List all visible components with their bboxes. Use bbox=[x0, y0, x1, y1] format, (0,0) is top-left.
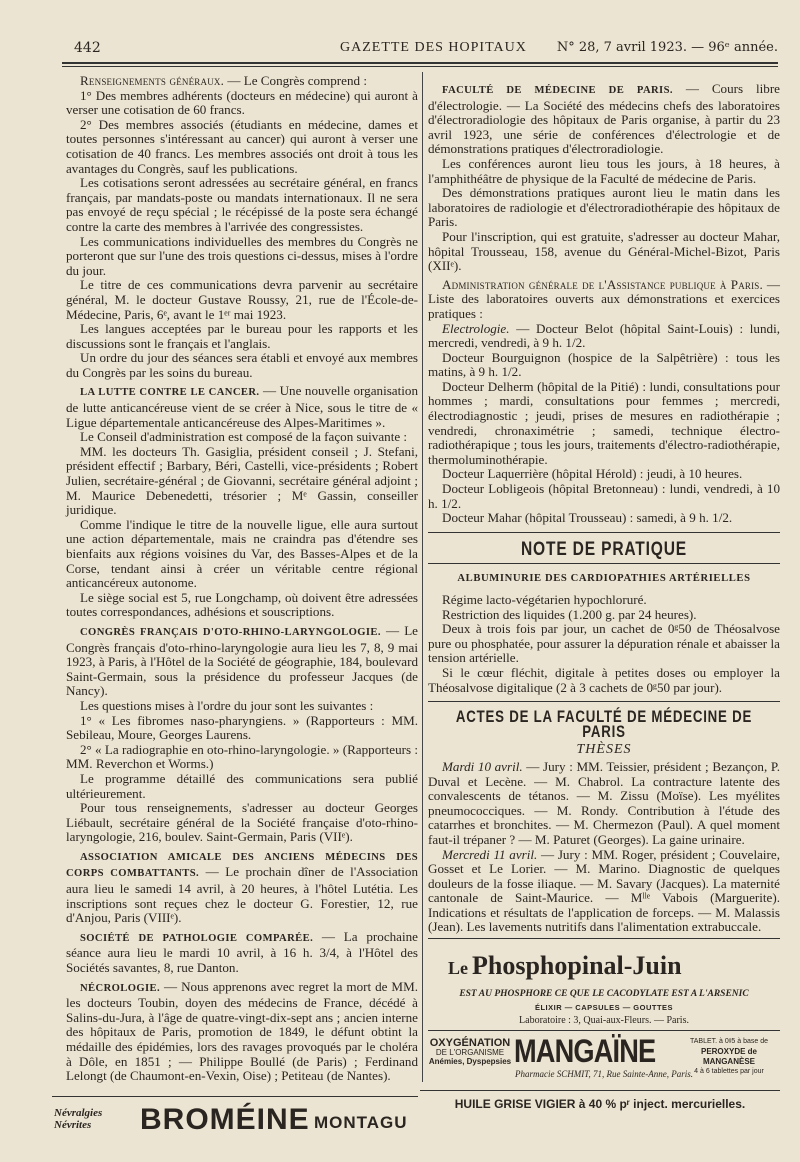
paragraph: Le Conseil d'administration est composé de la façon suivante : bbox=[80, 429, 408, 445]
section-heading: Renseignements généraux. bbox=[80, 73, 225, 88]
ad-line: PEROXYDE de MANGANÈSE bbox=[700, 1047, 757, 1066]
section-heading: NÉCROLOGIE. bbox=[80, 982, 161, 994]
note-subtitle: ALBUMINURIE DES CARDIOPATHIES ARTÉRIELLES bbox=[457, 573, 751, 585]
ad-pharmacy: Pharmacie SCHMIT, 71, Rue Sainte-Anne, Paris. bbox=[514, 1069, 694, 1079]
subsection-label: Electrologie. bbox=[442, 320, 510, 336]
paragraph: Les langues acceptées par le bureau pour les rapports et les discussions sont le français et l'anglais. bbox=[66, 321, 418, 351]
ad-left-line: Névralgies bbox=[54, 1107, 103, 1119]
ad-line: DE L'ORGANISME bbox=[435, 1048, 505, 1057]
ad-brand: BROMÉINE bbox=[140, 1103, 310, 1136]
section-heading: CONGRÈS FRANÇAIS D'OTO-RHINO-LARYNGOLOGIE. bbox=[80, 626, 381, 638]
paragraph: 1° « Les fibromes naso-pharyngiens. » (Rapporteurs : MM. Sebileau, Moure, Georges Laurens. bbox=[66, 712, 418, 743]
section-heading: LA LUTTE CONTRE LE CANCER. bbox=[80, 387, 260, 399]
paragraph: Docteur Mahar (hôpital Trousseau) : samedi, à 9 h. 1/2. bbox=[442, 510, 733, 526]
right-column: FACULTÉ DE MÉDECINE DE PARIS. — Cours libre d'électrologie. — La Société des médecins chefs des laboratoires d'électroradiologie des hôpitaux de Paris organise, à partir du 23 avril 1923, une série de conférences d'électrologie et de démonstrations pratiques d'électroradiologie. Les conférences auront lieu tous les jours, à 18 heures, à l'amphithéâtre de physique de la Faculté de médecine de Paris. Des démonstrations pratiques auront lieu le matin dans les laboratoires de radiologie et d'électroradiothérapie des hôpitaux de Paris. Pour l'inscription, qui est gratuite, s'adresser au docteur Mahar, hôpital Trousseau, 158, avenue du Général-Michel-Bizot, Paris (XIIᵉ). Administration générale de l'Assistance publique à Paris. — Liste des laboratoires ouverts aux démonstrations et exercices pratiques : Electrologie. — Docteur Belot (hôpital Saint-Louis) : lundi, mercredi, vendredi, à 9 h. 1/2. Docteur Bourguignon (hospice de la Salpêtrière) : tous les matins, à 9 h. 1/2. Docteur Delherm (hôpital de la Pitié) : lundi, consultations pour hommes ; mardi, consultations pour femmes ; mercredi, électrodiagnostic ; jeudi, prises de mesures en radiothérapie ; vendredi, chronaximétrie ; samedi, technique électro-radiothérapique ; tous les jours, traitements d'électro-radiothérapie, thermoluminothérapie. Docteur Laquerrière (hôpital Hérold) : jeudi, à 10 heures. Docteur Lobligeois (hôpital Bretonneau) : lundi, vendredi, à 10 h. 1/2. Docteur Mahar (hôpital Trousseau) : samedi, à 9 h. 1/2. NOTE DE PRATIQUE ALBUMINURIE DES CARDIOPATHIES ARTÉRIELLES Régime lacto-végétarien hypochloruré. Restriction des liquides (1.200 g. par 24 heures). Deux à trois fois par jour, un cachet de 0ᵍ50 de Théosalvose pure ou phosphatée, pour assurer la dépuration rénale et abaisser la tension artérielle. Si le cœur fléchit, digitale à petites doses ou employer la Théosalvose digitalique (2 à 3 cachets de 0ᵍ50 par jour). ACTES DE LA FACULTÉ DE MÉDECINE DE PARIS THÈSES Mardi 10 avril. — Jury : MM. Teissier, président ; Bezançon, P. Duval et Lecène. — M. Chabrol. La contracture latente des convalescents de tétanos. — M. Zissu (Moïse). Les myélites pneumococciques. — M. Rondy. Contribution à l'étude des catarrhes et bronchites. — M. Chermezon (Paul). A quel moment faut-il trépaner ? — M. Paturet (Georges). La gaine urinaire. Mercredi 11 avril. — Jury : MM. Roger, président ; Couvelaire, Gosset et Le Lorier. — M. Marino. Diagnostic de quelques douleurs de la fosse iliaque. — M. Savary (Jacques). La maternité cantonale de Saint-Maurice. — Mˡˡᵉ Vabois (Marguerite). Indications et résultats de l'application de forceps. — M. Malassis (Jean). Les lavements nutritifs dans l'alimentation extrabuccale. bbox=[428, 81, 780, 935]
paragraph: Des démonstrations pratiques auront lieu le matin dans les laboratoires de radiologie et d'électroradiothérapie des hôpitaux de Paris. bbox=[428, 185, 780, 230]
article-lutte-cancer: LA LUTTE CONTRE LE CANCER. — Une nouvelle organisation de lutte anticancéreuse vient de se créer à Nice, sous le titre de « Ligue départementale anticancéreuse des Alpes-Maritimes ». Le Conseil d'administration est composé de la façon suivante : MM. les docteurs Th. Gasiglia, président conseil ; J. Stefani, président effectif ; Barbary, Béri, Castelli, vice-présidents ; Robert Julien, secrétaire-général ; de Giovanni, secrétaire général adjoint ; M. Maurice Debenedetti, trésorier ; Mᵉ Gassin, conseiller juridique. Comme l'indique le titre de la nouvelle ligue, elle aura surtout une action départementale, mais ne craindra pas d'étendre ses bienfaits aux régions voisines du Var, des Basses-Alpes et de la Corse, tendant ainsi à créer un véritable centre régional anticancéreux autonome. Le siège social est 5, rue Longchamp, où doivent être adressées toutes correspondances, adhésions et souscriptions. bbox=[66, 383, 418, 620]
ad-brand: MANGAÏNE bbox=[514, 1033, 656, 1069]
note-pratique-title: NOTE DE PRATIQUE bbox=[520, 538, 688, 560]
paragraph: Comme l'indique le titre de la nouvelle ligue, elle aura surtout une action départementale, mais ne craindra pas d'étendre ses bienfaits aux régions voisines du Var, des Basses-Alpes et de la Corse, tendant ainsi à créer un véritable centre régional anticancéreux autonome. bbox=[66, 516, 418, 591]
paragraph: Les questions mises à l'ordre du jour sont les suivantes : bbox=[80, 697, 374, 713]
section-rule bbox=[428, 532, 780, 533]
ad-maker: MONTAGU bbox=[314, 1113, 408, 1132]
section-heading: FACULTÉ DE MÉDECINE DE PARIS. bbox=[442, 85, 673, 96]
paragraph: 1° Des membres adhérents (docteurs en médecine) qui auront à verser une cotisation de 60 francs. bbox=[66, 87, 418, 118]
section-rule bbox=[428, 701, 780, 702]
paragraph: Pour tous renseignements, s'adresser au docteur Georges Liébault, secrétaire général de la Société française d'oto-rhino-laryngologie, 216, boulev. Saint-Germain, Paris (VIIᵉ). bbox=[66, 800, 418, 845]
section-rule bbox=[428, 563, 780, 564]
paragraph: MM. les docteurs Th. Gasiglia, président conseil ; J. Stefani, président effectif ; Barbary, Béri, Castelli, vice-présidents ; Robert Julien, secrétaire-général ; de Giovanni, secrétaire général adjoint ; M. Maurice Debenedetti, trésorier ; Mᵉ Gassin, conseiller juridique. bbox=[66, 443, 418, 518]
ad-vigier bbox=[420, 1090, 780, 1115]
paragraph: Régime lacto-végétarien hypochloruré. bbox=[442, 592, 647, 607]
ad-phosphopinal bbox=[428, 938, 780, 1027]
ad-article: Le bbox=[448, 958, 468, 978]
paragraph: Pour l'inscription, qui est gratuite, s'adresser au docteur Mahar, hôpital Trousseau, 158, avenue du Général-Michel-Bizot, Paris (XIIᵉ). bbox=[428, 228, 780, 274]
paragraph: 2° « La radiographie en oto-rhino-laryngologie. » (Rapporteurs : MM. Reverchon et Worms.) bbox=[66, 741, 418, 772]
running-header bbox=[60, 38, 778, 60]
journal-title: GAZETTE DES HOPITAUX bbox=[340, 40, 527, 55]
article-assistance-publique: Administration générale de l'Assistance publique à Paris. — Liste des laboratoires ouverts aux démonstrations et exercices pratiques : Electrologie. — Docteur Belot (hôpital Saint-Louis) : lundi, mercredi, vendredi, à 9 h. 1/2. Docteur Bourguignon (hospice de la Salpêtrière) : tous les matins, à 9 h. 1/2. Docteur Delherm (hôpital de la Pitié) : lundi, consultations pour hommes ; mardi, consultations pour femmes ; mercredi, électrodiagnostic ; jeudi, prises de mesures en radiothérapie ; vendredi, chronaximétrie ; samedi, technique électro-radiothérapique ; tous les jours, traitements d'électro-radiothérapie, thermoluminothérapie. Docteur Laquerrière (hôpital Hérold) : jeudi, à 10 heures. Docteur Lobligeois (hôpital Bretonneau) : lundi, vendredi, à 10 h. 1/2. Docteur Mahar (hôpital Trousseau) : samedi, à 9 h. 1/2. bbox=[428, 276, 780, 526]
ad-line: TABLET. à 0ᵍ5 à base de bbox=[689, 1038, 768, 1045]
theses-heading: THÈSES bbox=[576, 742, 632, 758]
paragraph: 2° Des membres associés (étudiants en médecine, dames et toutes personnes s'intéressant au cancer) qui auront à verser une cotisation de 40 francs. Les membres associés ont droit à tous les avantages du Congrès, sauf les publications. bbox=[66, 116, 418, 176]
ad-left-line: Névrites bbox=[54, 1119, 92, 1131]
issue-date: N° 28, 7 avril 1923. — 96ᵉ année. bbox=[556, 40, 778, 55]
paragraph: Les conférences auront lieu tous les jours, à 18 heures, à l'amphithéâtre de physique de la Faculté de médecine de Paris. bbox=[428, 155, 780, 186]
ad-bromeine bbox=[52, 1096, 418, 1141]
date-label: Mercredi 11 avril. bbox=[442, 846, 538, 862]
article-renseignements: Renseignements généraux. — Le Congrès comprend : 1° Des membres adhérents (docteurs en médecine) qui auront à verser une cotisation de 60 francs. 2° Des membres associés (étudiants en médecine, dames et toutes personnes s'intéressant au cancer) qui auront à verser une cotisation de 40 francs. Les membres associés ont droit à tous les avantages du Congrès, sauf les publications. Les cotisations seront adressées au secrétaire général, en francs français, par mandats-poste ou mandats internationaux. Il ne sera pas envoyé de reçu spécial ; le récépissé de la poste sera échangé contre la carte des membres à l'arrivée des congressistes. Les communications individuelles des membres du Congrès ne porteront que sur l'une des trois questions ci-dessus, mises à l'ordre du jour. Le titre de ces communications devra parvenir au secrétaire général, M. le docteur Gustave Roussy, 21, rue de l'École-de-Médecine, Paris, 6ᵉ, avant le 1ᵉʳ mai 1923. Les langues acceptées par le bureau pour les rapports et les discussions sont le français et l'anglais. Un ordre du jour des séances sera établi et envoyé aux membres du Congrès par les soins du bureau. bbox=[66, 73, 418, 380]
left-column bbox=[66, 74, 418, 1084]
paragraph: Le siège social est 5, rue Longchamp, où doivent être adressées toutes correspondances, adhésions et souscriptions. bbox=[66, 589, 418, 620]
paragraph: Le programme détaillé des communications sera publié ultérieurement. bbox=[66, 770, 418, 801]
column-separator bbox=[422, 72, 423, 1082]
ad-address: Laboratoire : 3, Quai-aux-Fleurs. — Paris. bbox=[519, 1015, 689, 1026]
page-number: 442 bbox=[74, 40, 101, 56]
article-association-amicale: ASSOCIATION AMICALE DES ANCIENS MÉDECINS DES CORPS COMBATTANTS. — Le prochain dîner de l'Association aura lieu le samedi 14 avril, à 20 heures, à l'hôtel Lutétia. Les inscriptions sont reçues chez le docteur G. Forestier, 12, rue d'Anjou, Paris (VIIIᵉ). bbox=[66, 851, 419, 926]
paragraph: Le titre de ces communications devra parvenir au secrétaire général, M. le docteur Gustave Roussy, 21, rue de l'École-de-Médecine, Paris, 6ᵉ, avant le 1ᵉʳ mai 1923. bbox=[66, 277, 418, 322]
paragraph: Restriction des liquides (1.200 g. par 24 heures). bbox=[442, 606, 697, 622]
ad-line: Anémies, Dyspepsies bbox=[428, 1057, 512, 1066]
paragraph: Docteur Delherm (hôpital de la Pitié) : lundi, consultations pour hommes ; mardi, consultations pour femmes ; mercredi, électrodiagnostic ; jeudi, prises de mesures en radiothérapie ; vendredi, chronaximétrie ; samedi, technique électro-radiothérapique ; tous les jours, traitements d'électro-radiothérapie, thermoluminothérapie. bbox=[428, 378, 780, 467]
article-faculte-medecine: FACULTÉ DE MÉDECINE DE PARIS. — Cours libre d'électrologie. — La Société des médecins chefs des laboratoires d'électroradiologie des hôpitaux de Paris organise, à partir du 23 avril 1923, une série de conférences d'électrologie et de démonstrations pratiques d'électroradiologie. Les conférences auront lieu tous les jours, à 18 heures, à l'amphithéâtre de physique de la Faculté de médecine de Paris. Des démonstrations pratiques auront lieu le matin dans les laboratoires de radiologie et d'électroradiothérapie des hôpitaux de Paris. Pour l'inscription, qui est gratuite, s'adresser au docteur Mahar, hôpital Trousseau, 158, avenue du Général-Michel-Bizot, Paris (XIIᵉ). bbox=[428, 81, 780, 274]
section-heading: ASSOCIATION AMICALE DES ANCIENS MÉDECINS DES CORPS COMBATTANTS. bbox=[66, 851, 418, 880]
ad-text: HUILE GRISE VIGIER à 40 % pʳ inject. mercurielles. bbox=[454, 1097, 746, 1111]
section-heading: Administration générale de l'Assistance publique à Paris. bbox=[442, 276, 763, 292]
article-necrologie: NÉCROLOGIE. — Nous apprenons avec regret la mort de MM. les docteurs Toubin, doyen des médecins de France, décédé à Salins-du-Jura, à l'âge de quatre-vingt-dix-sept ans ; ancien interne des hôpitaux de Paris, promotion de 1849, le défunt obtint la médaille des épidémies, lors des ravages provoqués par le choléra à Dôle, en 1851 ; — Philippe Boullé (de Paris) ; Ferdinand Lelongt (de Chaumont-en-Vexin, Oise) ; Petiteau (de Nantes). bbox=[66, 978, 418, 1084]
paragraph: Les cotisations seront adressées au secrétaire général, en francs français, par mandats-poste ou mandats internationaux. Il ne sera pas envoyé de reçu spécial ; le récépissé de la poste sera échangé contre la carte des membres à l'arrivée des congressistes. bbox=[66, 175, 418, 234]
ad-tagline: EST AU PHOSPHORE CE QUE LE CACODYLATE EST A L'ARSENIC bbox=[459, 989, 749, 999]
paragraph: Un ordre du jour des séances sera établi et envoyé aux membres du Congrès par les soins du bureau. bbox=[66, 350, 418, 380]
article-congres-orl: CONGRÈS FRANÇAIS D'OTO-RHINO-LARYNGOLOGIE. — Le Congrès français d'oto-rhino-laryngologie aura lieu les 7, 8, 9 mai 1923, à Paris, à l'Hôtel de la Société de géographie, 184, boulevard Saint-Germain, sous la présidence du professeur Jacques (de Nancy). Les questions mises à l'ordre du jour sont les suivantes : 1° « Les fibromes naso-pharyngiens. » (Rapporteurs : MM. Sebileau, Moure, Georges Laurens. 2° « La radiographie en oto-rhino-laryngologie. » (Rapporteurs : MM. Reverchon et Worms.) Le programme détaillé des communications sera publié ultérieurement. Pour tous renseignements, s'adresser au docteur Georges Liébault, secrétaire général de la Société française d'oto-rhino-laryngologie, 216, boulev. Saint-Germain, Paris (VIIᵉ). bbox=[66, 622, 418, 845]
ad-line: OXYGÉNATION bbox=[429, 1037, 511, 1049]
paragraph: Docteur Bourguignon (hospice de la Salpêtrière) : tous les matins, à 9 h. 1/2. bbox=[428, 349, 780, 380]
date-label: Mardi 10 avril. bbox=[442, 758, 523, 774]
paragraph: Si le cœur fléchit, digitale à petites doses ou employer la Théosalvose digitalique (2 à 3 cachets de 0ᵍ50 par jour). bbox=[428, 664, 780, 695]
actes-title: ACTES DE LA FACULTÉ DE MÉDECINE DE PARIS bbox=[455, 707, 753, 741]
article-pathologie-comparee: SOCIÉTÉ DE PATHOLOGIE COMPARÉE. — La prochaine séance aura lieu le mardi 10 avril, à 16 h. 3/4, à l'Hôtel des Sociétés savantes, 8, rue Danton. bbox=[66, 928, 418, 976]
header-rule-thin bbox=[62, 66, 778, 67]
paragraph: Docteur Lobligeois (hôpital Bretonneau) : lundi, vendredi, à 10 h. 1/2. bbox=[428, 481, 780, 511]
ad-forms: ÉLIXIR — CAPSULES — GOUTTES bbox=[534, 1003, 674, 1012]
header-rule bbox=[62, 62, 778, 64]
ad-brand: Phosphopinal-Juin bbox=[472, 951, 682, 980]
ad-mangaine bbox=[428, 1030, 780, 1081]
section-heading: SOCIÉTÉ DE PATHOLOGIE COMPARÉE. bbox=[80, 932, 314, 944]
paragraph: Deux à trois fois par jour, un cachet de 0ᵍ50 de Théosalvose pure ou phosphatée, pour assurer la dépuration rénale et abaisser la tension artérielle. bbox=[428, 621, 780, 666]
paragraph: Docteur Laquerrière (hôpital Hérold) : jeudi, à 10 heures. bbox=[442, 466, 743, 482]
ad-line: 4 à 6 tablettes par jour bbox=[694, 1068, 764, 1075]
paragraph: Les communications individuelles des membres du Congrès ne porteront que sur l'une des trois questions ci-dessus, mises à l'ordre du jour. bbox=[66, 233, 418, 278]
